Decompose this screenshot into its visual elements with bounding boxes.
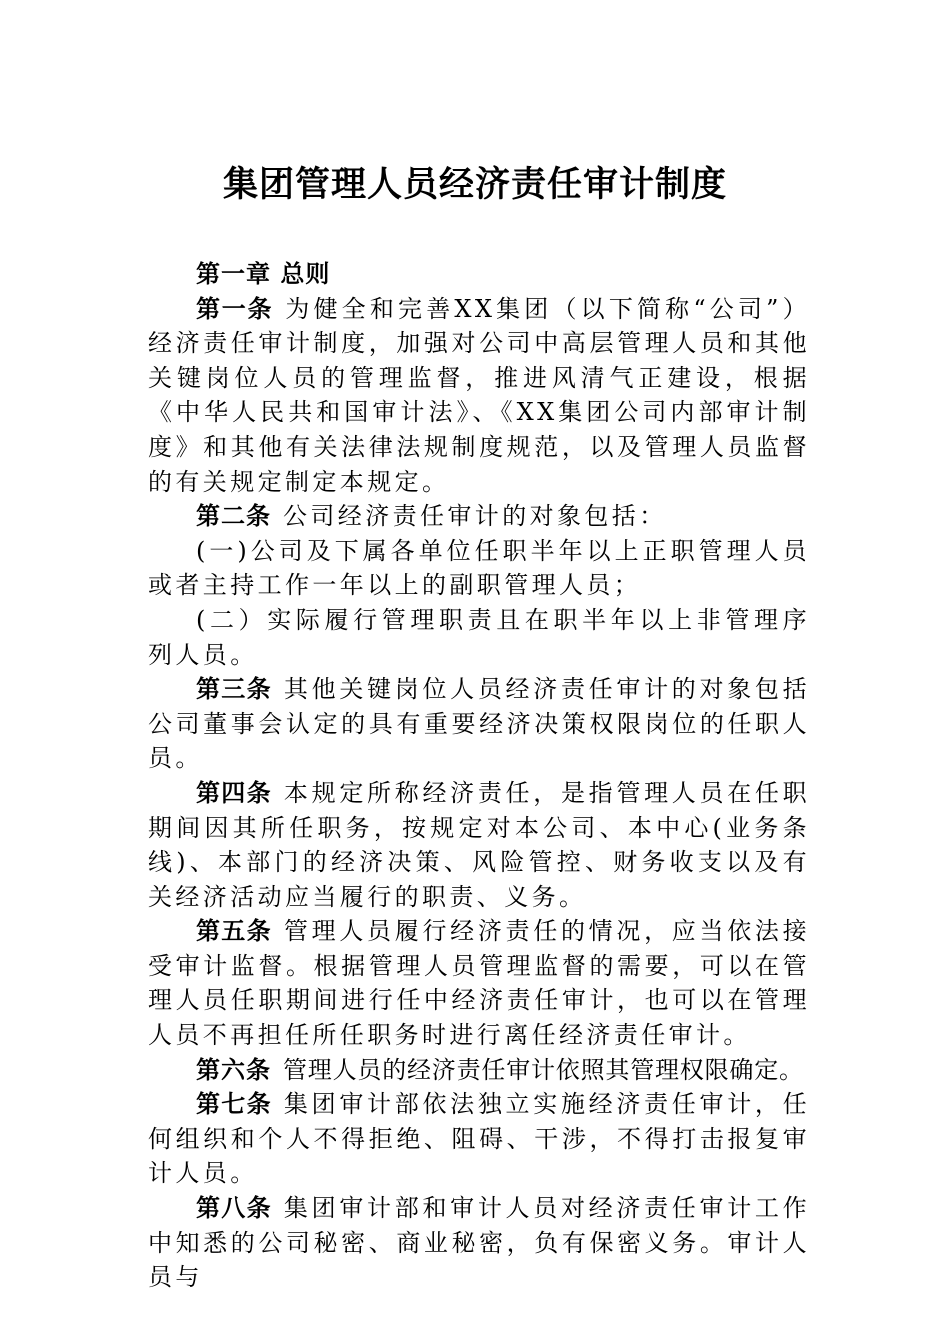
article-text: 管理人员履行经济责任的情况，应当依法接受审计监督。根据管理人员管理监督的需要，可以在管理人员任职期间进行任中经济责任审计，也可以在管理人员不再担任所任职务时进行离任经济责任审计。 [148, 917, 810, 1050]
article-label: 第七条 [196, 1089, 272, 1119]
article-5 [148, 914, 810, 1052]
article-text: 集团审计部和审计人员对经济责任审计工作中知悉的公司秘密、商业秘密，负有保密义务。审计人员与 [148, 1194, 810, 1292]
article-text: 管理人员的经济责任审计依照其管理权限确定。 [283, 1055, 804, 1084]
document-body [148, 257, 810, 1295]
article-label: 第八条 [196, 1193, 272, 1223]
article-6 [148, 1053, 810, 1088]
document-title: 集团管理人员经济责任审计制度 [222, 164, 727, 205]
article-7 [148, 1087, 810, 1191]
list-item-text: (二）实际履行管理职责且在职半年以上非管理序列人员。 [148, 605, 810, 669]
article-label: 第五条 [196, 916, 272, 946]
article-8 [148, 1191, 810, 1295]
article-text: 为健全和完善XX集团（以下简称“公司”）经济责任审计制度，加强对公司中高层管理人员和其他关键岗位人员的管理监督，推进风清气正建设，根据《中华人民共和国审计法》、《XX集团公司内部审计制度》和其他有关法律法规制度规范，以及管理人员监督的有关规定制定本规定。 [148, 294, 810, 496]
list-item-text: (一)公司及下属各单位任职半年以上正职管理人员或者主持工作一年以上的副职管理人员； [148, 536, 810, 600]
list-item-2 [148, 603, 810, 672]
article-text: 本规定所称经济责任，是指管理人员在任职期间因其所任职务，按规定对本公司、本中心(业务条线)、本部门的经济决策、风险管控、财务收支以及有关经济活动应当履行的职责、义务。 [148, 778, 810, 911]
article-text: 集团审计部依法独立实施经济责任审计，任何组织和个人不得拒绝、阻碍、干涉，不得打击报复审计人员。 [148, 1090, 810, 1188]
article-label: 第四条 [196, 777, 272, 807]
list-item-1 [148, 534, 810, 603]
article-1 [148, 292, 810, 500]
article-text: 其他关键岗位人员经济责任审计的对象包括公司董事会认定的具有重要经济决策权限岗位的任职人员。 [148, 675, 810, 773]
chapter-heading: 第一章 总则 [196, 259, 331, 288]
article-label: 第六条 [196, 1054, 271, 1084]
article-text: 公司经济责任审计的对象包括： [283, 502, 667, 531]
article-label: 第二条 [196, 501, 271, 531]
article-4 [148, 776, 810, 914]
article-label: 第一条 [196, 293, 274, 323]
article-2 [148, 499, 810, 534]
article-label: 第三条 [196, 674, 272, 704]
article-3 [148, 672, 810, 776]
